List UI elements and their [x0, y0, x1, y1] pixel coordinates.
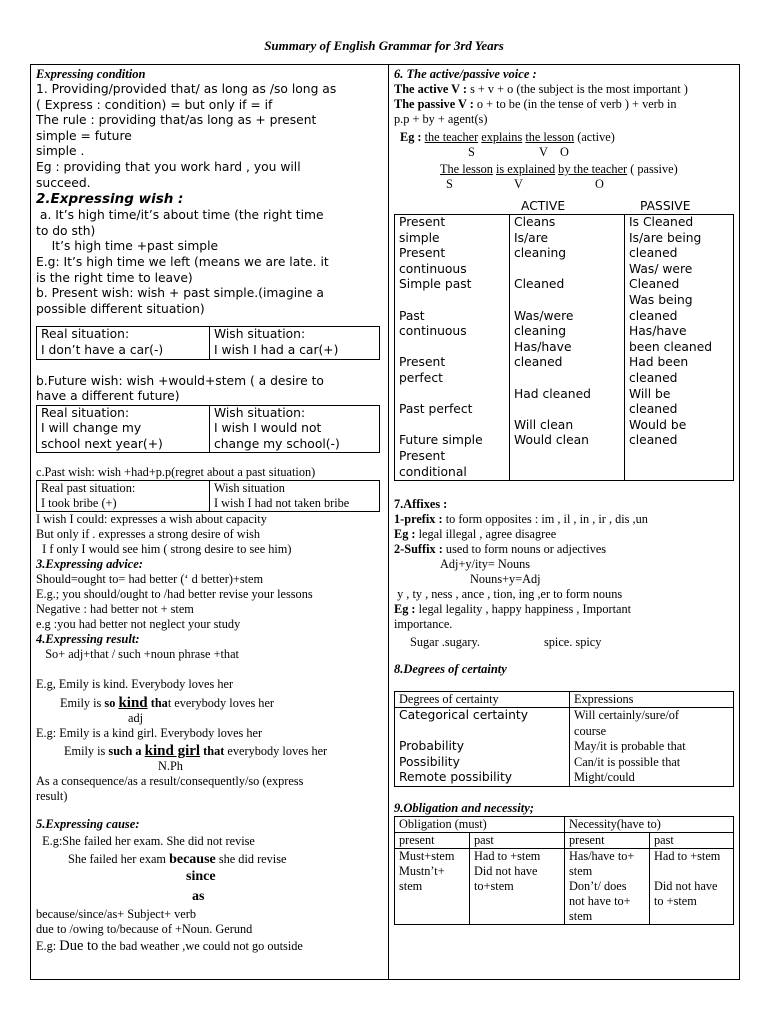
obligation-table — [394, 816, 734, 925]
text-line — [36, 939, 382, 954]
cell-text: Is/are — [514, 230, 549, 245]
passive-column — [625, 215, 734, 481]
text-run: ( passive) — [627, 162, 678, 176]
text-line: E.g: It’s high time we left (means we are late. it — [36, 254, 329, 269]
text-line: result) — [36, 789, 68, 804]
cell-text: cleaned — [629, 246, 678, 261]
tense-table-headers — [394, 199, 734, 214]
text-line: simple = future — [36, 128, 132, 143]
cell-text: Is Cleaned — [629, 215, 694, 229]
text-run: Eg : — [400, 130, 425, 144]
text-run: that — [203, 744, 225, 759]
cell-text: continuous — [399, 261, 467, 276]
text-run: Eg : — [394, 602, 419, 617]
text-line — [394, 162, 734, 177]
text-run: Due to — [59, 938, 99, 955]
cell-text: Has/have to+ — [569, 849, 635, 864]
certainty-heading: 8.Degrees of certainty — [394, 662, 507, 677]
text-run: she did revise — [215, 852, 287, 867]
svo-label: O — [595, 177, 604, 191]
text-run: kind girl — [144, 743, 201, 760]
cell-text: Cleaned — [629, 277, 680, 292]
cell-text: Past — [399, 308, 425, 323]
text-run: such a — [108, 744, 142, 759]
cell-text: cleaned — [514, 355, 563, 370]
table-cell — [37, 405, 210, 453]
svo-row — [394, 145, 734, 160]
text-run: spice. spicy — [544, 635, 602, 650]
passive-header: PASSIVE — [640, 199, 691, 213]
text-line: As a consequence/as a result/consequently/so (express — [36, 774, 304, 789]
cell-text: Can/it is possible that — [574, 754, 681, 769]
cell-text: May/it is probable that — [574, 739, 686, 754]
text-run: o + to be (in the tense of verb ) + verb in — [476, 97, 677, 111]
cell-text: cleaning — [514, 324, 567, 339]
text-line: due to /owing to/because of +Noun. Gerund — [36, 922, 253, 937]
cell-text: Real situation: — [41, 327, 130, 342]
cell-text: Don’t/ does — [569, 879, 627, 894]
text-line: So+ adj+that / such +noun phrase +that — [36, 647, 239, 662]
text-run: legal illegal , agree disagree — [418, 527, 557, 542]
cell-text: Is/are being — [629, 230, 702, 245]
text-run: to form opposites : im , il , in , ir , dis ,un — [445, 512, 648, 527]
cell-text: I took bribe (+) — [41, 496, 117, 511]
cell-text — [399, 387, 505, 403]
text-line: since — [186, 869, 216, 885]
table-cell — [210, 405, 380, 453]
text-line: Nouns+y=Adj — [470, 572, 541, 587]
right-column — [394, 67, 734, 925]
wish-notes — [36, 512, 382, 557]
table-cell — [470, 849, 565, 925]
cell-text: Would be — [629, 417, 687, 432]
cell-text: Present — [399, 246, 446, 261]
cell-text: Wish situation: — [214, 327, 306, 342]
text-line: E.g.; you should/ought to /had better revise your lessons — [36, 587, 313, 602]
text-run: the bad weather ,we could not go outside — [98, 939, 303, 954]
cell-text: Present — [399, 355, 446, 370]
text-run: Sugar .sugary. — [410, 635, 480, 650]
text-line: simple . — [36, 144, 85, 159]
svo-label: V — [514, 177, 523, 191]
text-line: Negative : had better not + stem — [36, 602, 194, 617]
text-line: have a different future) — [36, 389, 180, 404]
text-line: The rule : providing that/as long as + present — [36, 113, 317, 128]
text-run: s + v + o (the subject is the most important ) — [470, 82, 688, 96]
cell-text: Present — [399, 448, 446, 463]
table-cell — [37, 481, 210, 512]
text-line: I wish I could: expresses a wish about capacity — [36, 512, 267, 527]
text-run: The passive V : — [394, 97, 477, 111]
text-line: Should=ought to= had better (‘ d better)+stem — [36, 572, 264, 587]
text-run: t everybody loves her — [167, 696, 275, 711]
present-wish-table — [36, 326, 380, 359]
text-line: b.Future wish: wish +would+stem ( a desire to — [36, 373, 324, 388]
cell-text: cleaned — [629, 433, 678, 448]
cell-text: I don’t have a car(-) — [41, 342, 164, 357]
cell-text: Was/ were — [629, 261, 693, 276]
cell-text: I will change my — [41, 421, 142, 436]
text-run: legal legality , happy happiness , Important — [418, 602, 632, 617]
cell-text: Had been — [629, 355, 689, 370]
cell-text: Will be — [629, 386, 671, 401]
text-run: so — [104, 696, 116, 711]
text-run: because — [169, 852, 216, 868]
text-line — [394, 602, 734, 617]
cell-text: Real situation: — [41, 405, 130, 420]
condition-section — [36, 82, 382, 191]
svo-label: S — [468, 145, 475, 159]
obligation-heading: 9.Obligation and necessity; — [394, 801, 534, 816]
table-subheader-cell: past — [470, 833, 565, 849]
text-line: Eg : providing that you work hard , you will — [36, 159, 301, 174]
text-line: b. Present wish: wish + past simple.(imagine a — [36, 286, 324, 301]
cell-text: Had to +stem — [654, 849, 721, 864]
cell-text: Wish situation: — [214, 405, 306, 420]
voice-tense-table — [394, 214, 734, 481]
cell-text: Did not have — [474, 864, 538, 879]
text-run: kind — [118, 695, 148, 712]
table-cell — [210, 481, 380, 512]
table-subheader-cell: present — [565, 833, 650, 849]
future-wish-section — [36, 374, 382, 405]
past-wish-table — [36, 480, 380, 512]
table-header-cell: Degrees of certainty — [395, 692, 570, 708]
text-run: (active) — [574, 130, 615, 144]
table-subheader-cell: past — [650, 833, 734, 849]
result-section — [36, 647, 382, 804]
cell-text: Was being — [629, 292, 693, 307]
cell-text: been cleaned — [629, 339, 713, 354]
text-run: Emily is — [64, 744, 109, 759]
cell-text: stem — [569, 909, 593, 924]
text-line: is the right time to leave) — [36, 270, 193, 285]
cell-text: I wish I had a car(+) — [214, 342, 339, 357]
expression-column — [570, 708, 734, 787]
cell-text: Probability — [399, 739, 465, 754]
svo-label: V — [539, 145, 548, 159]
table-header-cell: Necessity(have to) — [565, 817, 734, 833]
cell-text: Has/have — [629, 324, 687, 339]
future-wish-table — [36, 405, 380, 454]
wish-heading: 2.Expressing wish : — [36, 191, 184, 208]
cell-text: Present — [399, 215, 446, 229]
cell-text: course — [574, 723, 607, 738]
table-header-cell: Expressions — [570, 692, 734, 708]
cell-text: Future simple — [399, 433, 483, 448]
cell-text: perfect — [399, 370, 443, 385]
table-subheader-cell: present — [395, 833, 470, 849]
text-line: 1. Providing/provided that/ as long as /so long as — [36, 82, 337, 96]
active-column — [510, 215, 625, 481]
text-line: succeed. — [36, 175, 91, 190]
text-run: 2-Suffix : — [394, 542, 446, 557]
text-run: used to form nouns or adjectives — [445, 542, 607, 557]
text-line — [394, 82, 734, 97]
cell-text: continuous — [399, 324, 467, 339]
left-column — [36, 67, 382, 954]
cell-text: to+stem — [474, 879, 514, 894]
result-heading: 4.Expressing result: — [36, 632, 140, 647]
advice-heading: 3.Expressing advice: — [36, 557, 143, 572]
page-title: Summary of English Grammar for 3rd Years — [264, 38, 504, 53]
cell-text: Cleans — [514, 215, 556, 229]
cell-text: Real past situation: — [41, 481, 136, 496]
text-run: Eg : — [394, 527, 419, 542]
svo-label: O — [560, 145, 569, 159]
text-line: Adj+y/ity= Nouns — [440, 557, 531, 572]
cell-text: cleaned — [629, 370, 678, 385]
cell-text: to +stem — [654, 894, 697, 909]
cell-text — [654, 864, 729, 879]
cell-text: conditional — [399, 464, 467, 479]
cell-text: cleaned — [629, 308, 678, 323]
text-line: I f only I would see him ( strong desire to see him) — [36, 542, 292, 557]
text-line: y , ty , ness , ance , tion, ing ,er to form nouns — [394, 587, 623, 602]
cell-text: not have to+ — [569, 894, 631, 909]
voice-section — [394, 82, 734, 192]
cell-text: Would clean — [514, 433, 589, 448]
text-line: p.p + by + agent(s) — [394, 112, 488, 126]
text-line — [36, 852, 382, 867]
cell-text: simple — [399, 230, 440, 245]
cell-text: cleaned — [629, 402, 678, 417]
svo-row — [394, 177, 734, 192]
cell-text: I wish I had not taken bribe — [214, 496, 350, 511]
cause-heading: 5.Expressing cause: — [36, 817, 140, 832]
cell-text — [399, 418, 505, 434]
tense-column — [395, 215, 510, 481]
text-line: N.Ph — [158, 759, 183, 774]
cell-text — [399, 293, 505, 309]
text-line: a. It’s high time/it’s about time (the right time — [36, 208, 324, 223]
condition-heading: Expressing condition — [36, 67, 146, 81]
text-line — [36, 696, 382, 711]
table-cell — [650, 849, 734, 925]
text-line: as — [192, 889, 205, 905]
cell-text: Possibility — [399, 754, 460, 769]
text-line — [394, 130, 734, 145]
cell-text: Was/were — [514, 308, 574, 323]
cell-text — [514, 371, 620, 387]
cell-text: Will certainly/sure/of — [574, 708, 680, 723]
column-divider — [388, 64, 389, 980]
table-cell — [37, 327, 210, 359]
text-run: explains — [481, 130, 523, 144]
text-run: Emily is — [60, 696, 105, 711]
affixes-section — [394, 512, 734, 652]
table-cell — [395, 849, 470, 925]
text-run: E.g: — [36, 939, 60, 954]
cell-text: Remote possibility — [399, 770, 513, 785]
text-line — [394, 97, 734, 112]
text-line — [394, 527, 734, 542]
cell-text: stem — [399, 879, 423, 894]
cell-text — [514, 402, 620, 418]
text-run: 1-prefix : — [394, 512, 446, 527]
text-run: tha — [150, 696, 168, 711]
text-run: is explained — [496, 162, 556, 176]
cell-text: Did not have — [654, 879, 718, 894]
text-line: adj — [128, 711, 144, 726]
cell-text: Mustn’t+ — [399, 864, 445, 879]
text-line: E.g: Emily is a kind girl. Everybody loves her — [36, 726, 263, 741]
cell-text: Has/have — [514, 339, 572, 354]
wish-section — [36, 208, 382, 317]
active-header: ACTIVE — [521, 199, 566, 213]
cell-text: Had to +stem — [474, 849, 541, 864]
cell-text — [399, 340, 505, 356]
text-line — [394, 512, 734, 527]
voice-heading: 6. The active/passive voice : — [394, 67, 537, 81]
text-run: the lesson — [525, 130, 575, 144]
text-line: It’s high time +past simple — [36, 239, 219, 254]
cell-text: Will clean — [514, 417, 574, 432]
cause-section — [36, 834, 382, 954]
degree-column — [395, 708, 570, 787]
text-line: ( Express : condition) = but only if = if — [36, 97, 273, 112]
cell-text: cleaning — [514, 246, 567, 261]
text-line: to do sth) — [36, 223, 96, 238]
text-run: The lesson — [440, 162, 493, 176]
cell-text: Might/could — [574, 770, 635, 785]
text-line: E.g:She failed her exam. She did not revise — [36, 834, 255, 849]
cell-text — [514, 262, 620, 278]
text-line: e.g :you had better not neglect your study — [36, 617, 241, 632]
text-line — [394, 542, 734, 557]
text-run: The active V : — [394, 82, 471, 96]
cell-text: I wish I would not — [214, 421, 322, 436]
cell-text: Past perfect — [399, 402, 473, 417]
text-line: But only if . expresses a strong desire of wish — [36, 527, 261, 542]
cell-text — [399, 724, 565, 740]
text-run: by the teacher — [558, 162, 628, 176]
text-run: She failed her exam — [68, 852, 170, 867]
cell-text: Wish situation — [214, 481, 285, 496]
cell-text: Must+stem — [399, 849, 455, 864]
table-cell — [565, 849, 650, 925]
cell-text — [514, 293, 620, 309]
text-line: because/since/as+ Subject+ verb — [36, 907, 197, 922]
advice-section — [36, 572, 382, 632]
text-line: E.g, Emily is kind. Everybody loves her — [36, 677, 234, 692]
text-run: everybody loves her — [224, 744, 328, 759]
certainty-table — [394, 691, 734, 787]
text-line — [394, 635, 734, 652]
text-line: importance. — [394, 617, 453, 632]
svo-label: S — [446, 177, 453, 191]
cell-text: school next year(+) — [41, 436, 163, 451]
text-run: the teacher — [424, 130, 479, 144]
cell-text: stem — [569, 864, 593, 879]
table-cell — [210, 327, 380, 359]
text-line — [36, 744, 382, 759]
cell-text: Simple past — [399, 277, 472, 292]
affixes-heading: 7.Affixes : — [394, 497, 448, 512]
cell-text: Categorical certainty — [399, 708, 528, 723]
text-line: possible different situation) — [36, 301, 205, 316]
table-header-cell: Obligation (must) — [395, 817, 565, 833]
cell-text: change my school(-) — [214, 436, 340, 451]
cell-text: Had cleaned — [514, 386, 591, 401]
text-line: c.Past wish: wish +had+p.p(regret about a past situation) — [36, 465, 316, 480]
cell-text: Cleaned — [514, 277, 565, 292]
